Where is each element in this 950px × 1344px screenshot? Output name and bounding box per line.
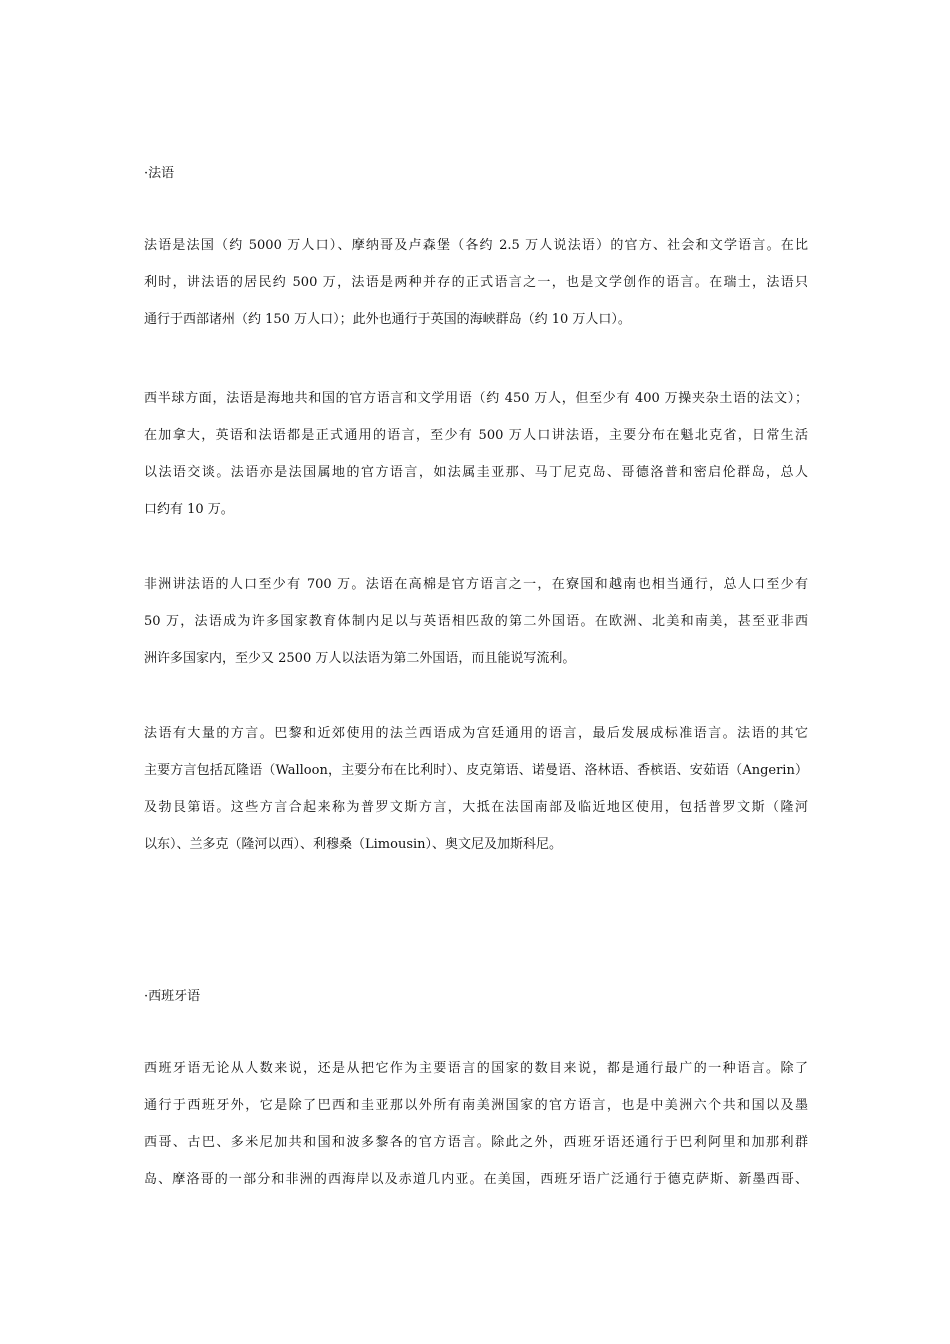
text-line: 及勃艮第语。这些方言合起来称为普罗文斯方言，大抵在法国南部及临近地区使用，包括普罗文斯（隆河 (144, 800, 808, 815)
text-line: 法语有大量的方言。巴黎和近郊使用的法兰西语成为宫廷通用的语言，最后发展成标准语言。法语的其它 (144, 726, 808, 741)
text-line: 非洲讲法语的人口至少有 700 万。法语在高棉是官方语言之一，在寮国和越南也相当通行，总人口至少有 (144, 577, 808, 592)
text-line: 利时，讲法语的居民约 500 万，法语是两种并存的正式语言之一，也是文学创作的语言。在瑞士，法语只 (144, 275, 808, 290)
section-heading-spanish: ·西班牙语 (144, 989, 201, 1004)
text-line: 洲许多国家内，至少又 2500 万人以法语为第二外国语，而且能说写流利。 (144, 651, 576, 666)
text-line: 西半球方面，法语是海地共和国的官方语言和文学用语（约 450 万人，但至少有 400 万操夹杂土语的法文）； (144, 391, 808, 406)
text-line: 主要方言包括瓦隆语（Walloon，主要分布在比利时）、皮克第语、诺曼语、洛林语、香槟语、安茹语（Angerin） (144, 763, 808, 778)
paragraph-spanish-1 (144, 1050, 808, 1198)
text-line: 西哥、古巴、多米尼加共和国和波多黎各的官方语言。除此之外，西班牙语还通行于巴利阿里和加那利群 (144, 1135, 808, 1150)
paragraph-french-1 (144, 227, 808, 338)
section-heading-french: ·法语 (144, 166, 175, 181)
paragraph-french-4 (144, 715, 808, 863)
text-line: 通行于西班牙外，它是除了巴西和圭亚那以外所有南美洲国家的官方语言，也是中美洲六个共和国以及墨 (144, 1098, 808, 1113)
text-line: 在加拿大，英语和法语都是正式通用的语言，至少有 500 万人口讲法语，主要分布在魁北克省，日常生活 (144, 428, 808, 443)
text-line: 口约有 10 万。 (144, 502, 234, 517)
text-line: 以法语交谈。法语亦是法国属地的官方语言，如法属圭亚那、马丁尼克岛、哥德洛普和密启伦群岛，总人 (144, 465, 808, 480)
text-line: 50 万，法语成为许多国家教育体制内足以与英语相匹敌的第二外国语。在欧洲、北美和南美，甚至亚非西 (144, 614, 808, 629)
paragraph-french-3 (144, 566, 808, 677)
text-line: 岛、摩洛哥的一部分和非洲的西海岸以及赤道几内亚。在美国，西班牙语广泛通行于德克萨斯、新墨西哥、 (144, 1172, 808, 1187)
paragraph-french-2 (144, 380, 808, 528)
text-line: 通行于西部诸州（约 150 万人口）；此外也通行于英国的海峡群岛（约 10 万人口）。 (144, 312, 631, 327)
text-line: 法语是法国（约 5000 万人口）、摩纳哥及卢森堡（各约 2.5 万人说法语）的官方、社会和文学语言。在比 (144, 238, 808, 253)
text-line: 西班牙语无论从人数来说，还是从把它作为主要语言的国家的数目来说，都是通行最广的一种语言。除了 (144, 1061, 808, 1076)
text-line: 以东）、兰多克（隆河以西）、利穆桑（Limousin）、奥文尼及加斯科尼。 (144, 837, 563, 852)
